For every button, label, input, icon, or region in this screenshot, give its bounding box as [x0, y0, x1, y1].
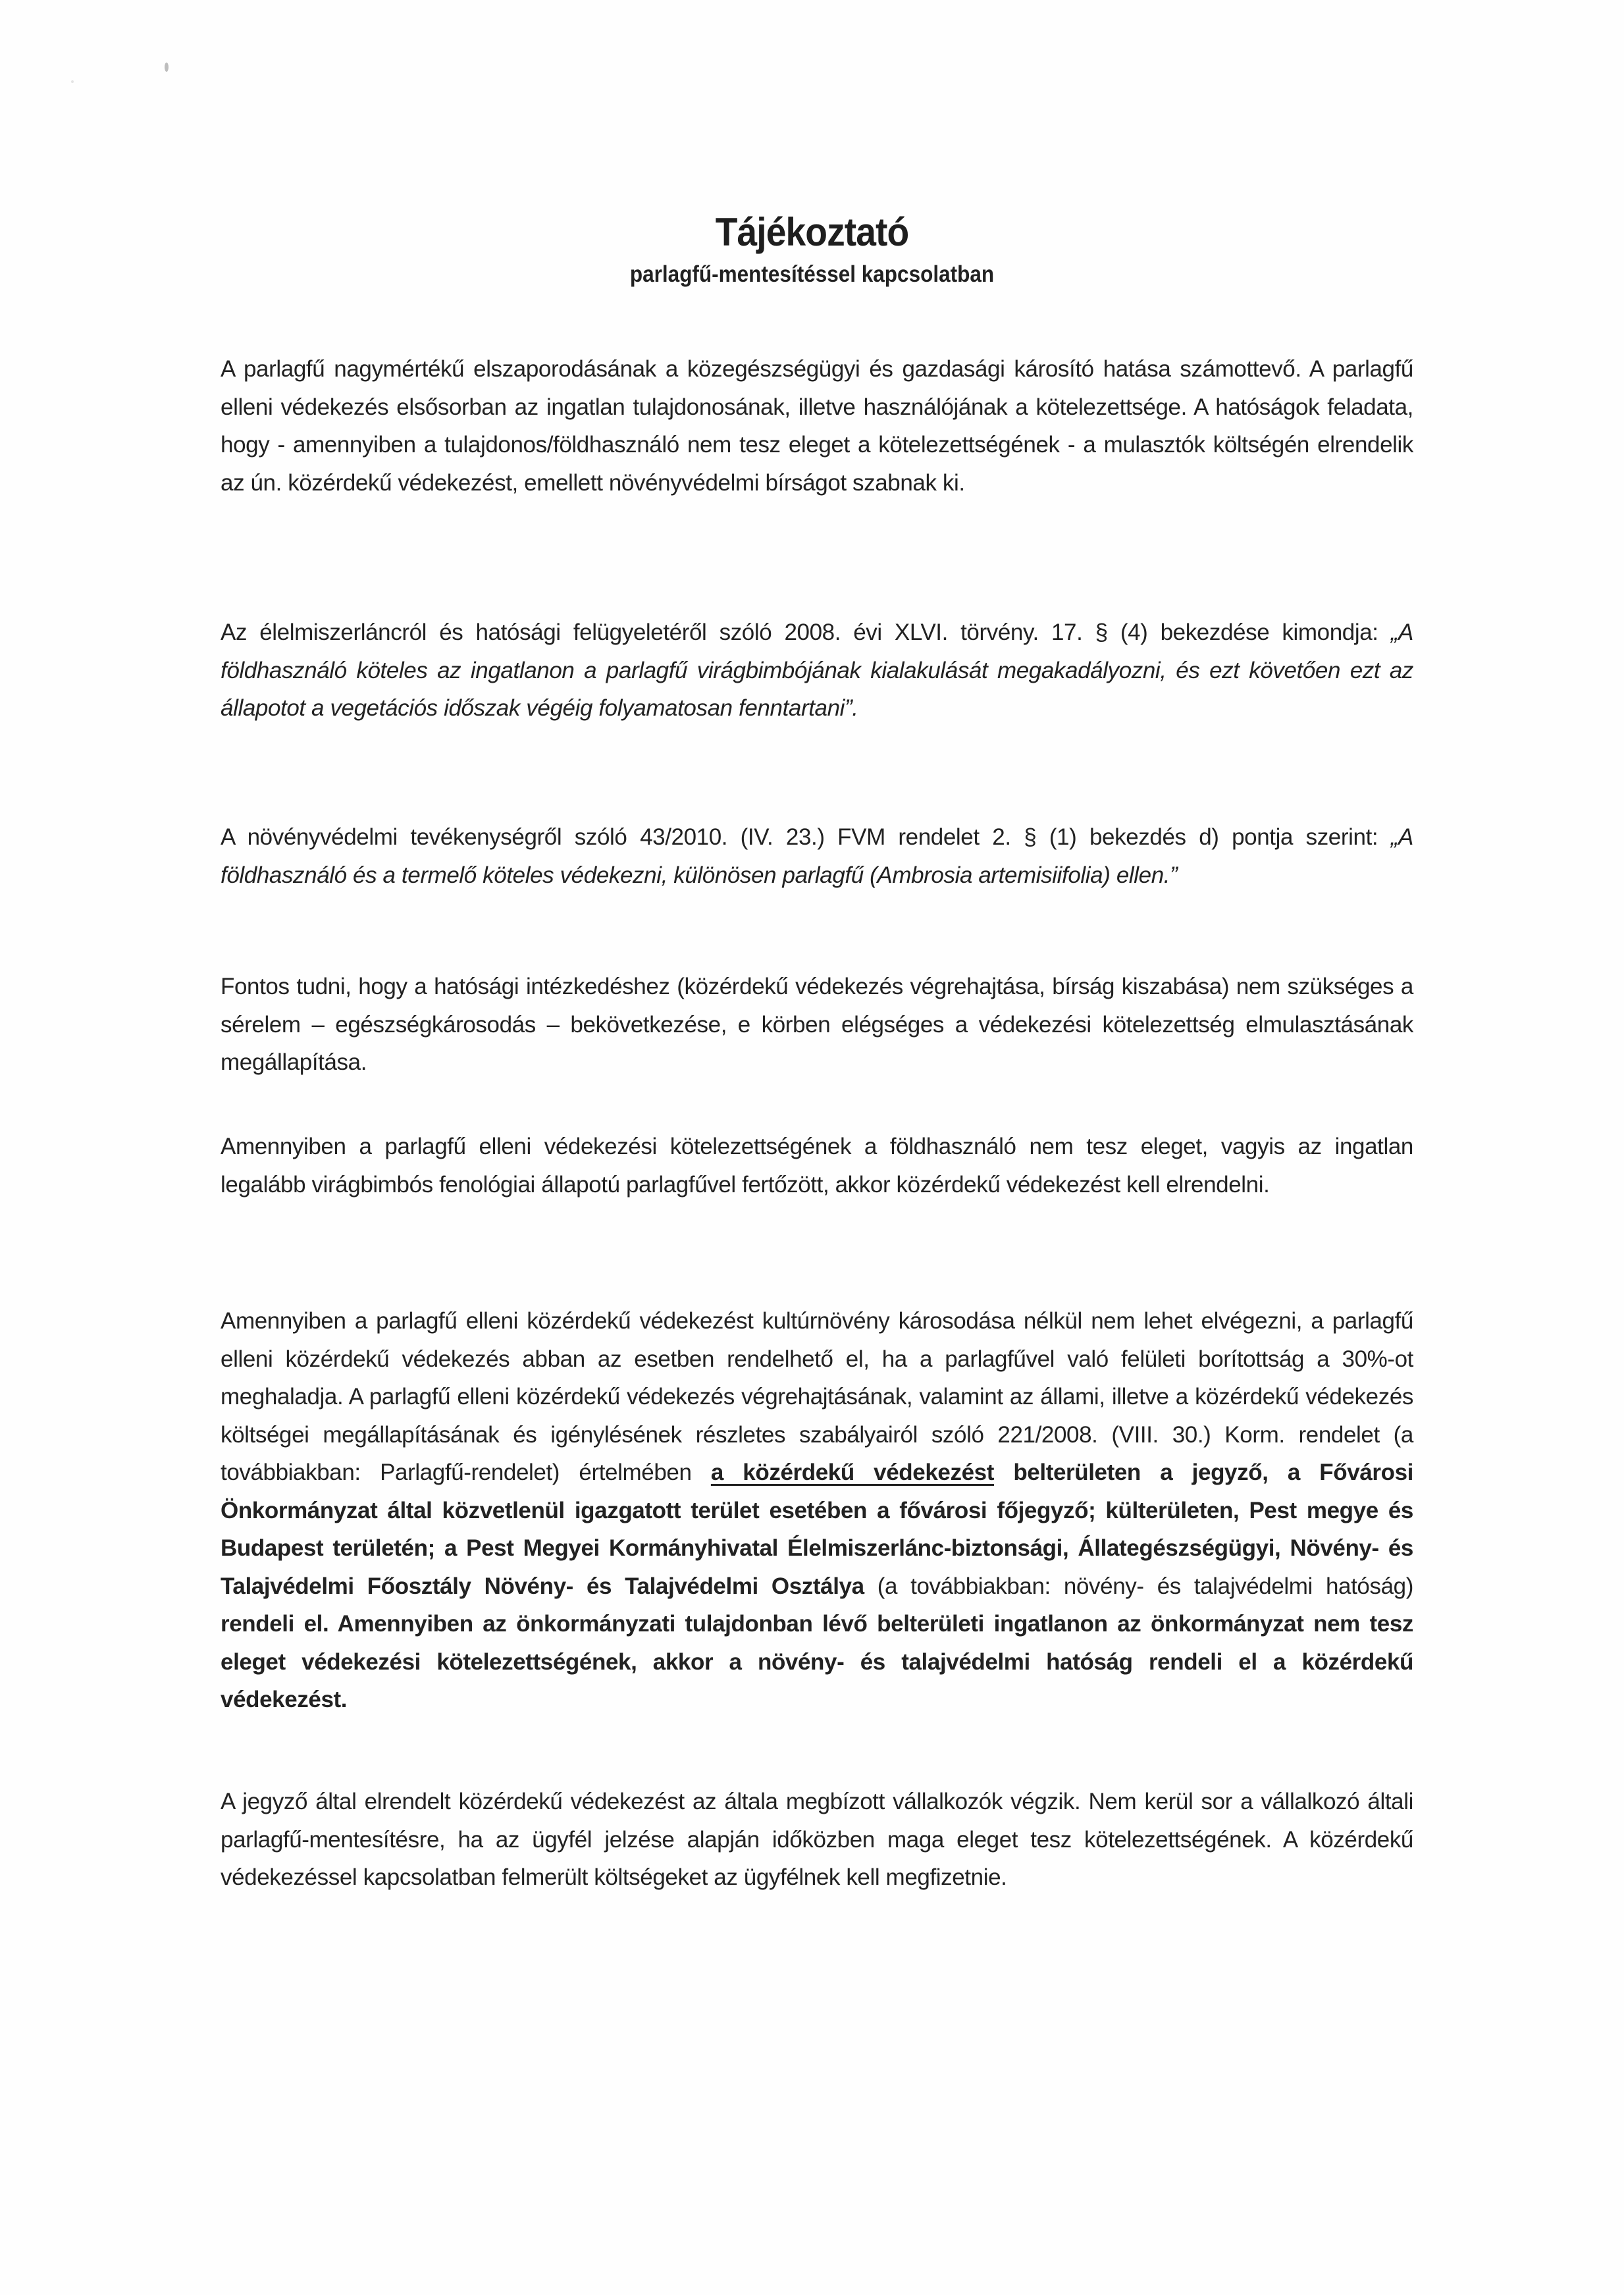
- paragraph-text: [221, 1302, 1413, 1719]
- scan-speck: [165, 63, 169, 72]
- paragraph-text: [221, 818, 1413, 894]
- decree-quote: „A földhasználó és a termelő köteles védekezni, különösen parlagfű (Ambrosia artemisiifolia) ellen.”: [221, 824, 1413, 888]
- paragraph-law-2008: [221, 614, 1413, 727]
- law-quote: „A földhasználó köteles az ingatlanon a parlagfű virágbimbójának kialakulását megakadályozni, és ezt követően ezt az állapotot a vegetációs időszak végéig folyamatosan fenntartani”.: [221, 620, 1413, 721]
- paragraph-obligation: [221, 1128, 1413, 1203]
- document-title: Tájékoztató: [715, 210, 909, 254]
- paragraph-decree-2010: [221, 818, 1413, 894]
- decree-reference: A növényvédelmi tevékenységről szóló 43/2010. (IV. 23.) FVM rendelet 2. § (1) bekezdés d) pontja szerint:: [221, 824, 1391, 850]
- paragraph-important-note: [221, 968, 1413, 1082]
- scan-speck: [71, 80, 74, 83]
- paragraph-text: A parlagfű nagymértékű elszaporodásának a közegészségügyi és gazdasági károsító hatása számottevő. A parlagfű elleni védekezés elsősorban az ingatlan tulajdonosának, illetve használójának a kötelezettsége. A hatóságok feladata, hogy - amennyiben a tulajdonos/földhasználó nem tesz eleget a kötelezettségének - a mulasztók költségén elrendelik az ún. közérdekű védekezést, emellett növényvédelmi bírságot szabnak ki.: [221, 356, 1413, 496]
- paragraph-text: A jegyző által elrendelt közérdekű védekezést az általa megbízott vállalkozók végzik. Nem kerül sor a vállalkozó általi parlagfű-mentesítésre, ha az ügyfél jelzése alapján időközben maga eleget tesz kötelezettségének. A közérdekű védekezéssel kapcsolatban felmerült költségeket az ügyfélnek kell megfizetnie.: [221, 1789, 1413, 1890]
- paragraph-text: Amennyiben a parlagfű elleni védekezési kötelezettségének a földhasználó nem tesz eleget, vagyis az ingatlan legalább virágbimbós fenológiai állapotú parlagfűvel fertőzött, akkor közérdekű védekezést kell elrendelni.: [221, 1134, 1413, 1198]
- authority-rule: rendeli el. Amennyiben az önkormányzati tulajdonban lévő belterületi ingatlanon az önkormányzat nem tesz eleget védekezési kötelezettségének, akkor a növény- és talajvédelmi hatóság rendeli el a közérdekű védekezést.: [221, 1611, 1413, 1712]
- paragraph-text: Fontos tudni, hogy a hatósági intézkedéshez (közérdekű védekezés végrehajtása, bírság kiszabása) nem szükséges a sérelem – egészségkárosodás – bekövetkezése, e körben elégséges a védekezési kötelezettség elmulasztásának megállapítása.: [221, 974, 1413, 1075]
- document-subtitle: parlagfű-mentesítéssel kapcsolatban: [629, 261, 995, 287]
- abbreviation-note: (a továbbiakban: növény- és talajvédelmi hatóság): [864, 1573, 1413, 1599]
- law-reference: Az élelmiszerláncról és hatósági felügyeletéről szóló 2008. évi XLVI. törvény. 17. § (4) bekezdése kimondja:: [221, 620, 1391, 645]
- paragraph-contractors: [221, 1783, 1413, 1897]
- underlined-emphasis: a közérdekű védekezést: [710, 1460, 994, 1485]
- paragraph-intro: [221, 350, 1413, 502]
- paragraph-authorities: [221, 1302, 1413, 1719]
- paragraph-text: [221, 614, 1413, 727]
- regulation-text: Amennyiben a parlagfű elleni közérdekű védekezést kultúrnövény károsodása nélkül nem lehet elvégezni, a parlagfű elleni közérdekű védekezés abban az esetben rendelhető el, ha a parlagfűvel való felületi borítottság a 30%-ot meghaladja. A parlagfű elleni közérdekű védekezés végrehajtásának, valamint az állami, illetve a közérdekű védekezés költségei megállapításának és igénylésének részletes szabályairól szóló 221/2008. (VIII. 30.) Korm. rendelet (a továbbiakban: Parlagfű-rendelet) értelmében: [221, 1308, 1413, 1485]
- authority-list: belterületen a jegyző, a Fővárosi Önkormányzat által közvetlenül igazgatott terület esetében a fővárosi főjegyző; külterületen, Pest megye és Budapest területén; a Pest Megyei Kormányhivatal Élelmiszerlánc-biztonsági, Állategészségügyi, Növény- és Talajvédelmi Főosztály Növény- és Talajvédelmi Osztálya: [221, 1460, 1413, 1599]
